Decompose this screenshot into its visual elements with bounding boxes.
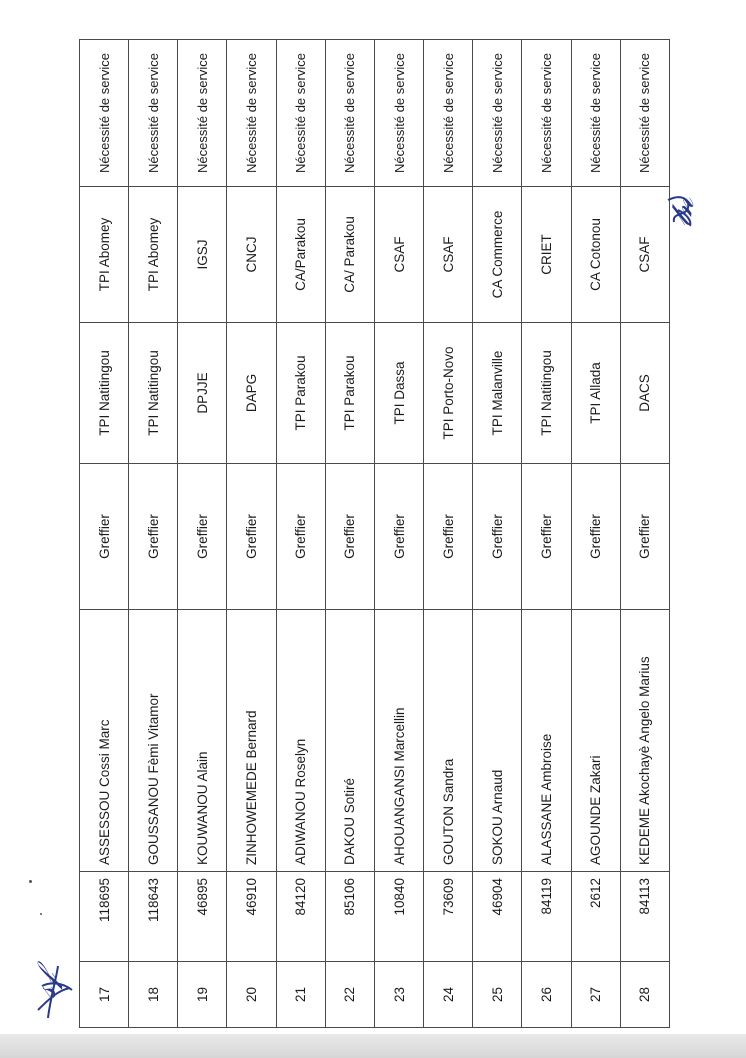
employee-name-cell: KOUWANOU Alain: [178, 610, 227, 872]
observation-cell: Nécessité de service: [178, 40, 227, 187]
origin-post-cell: TPI Malanville: [473, 323, 522, 464]
employee-name-cell: AGOUNDE Zakari: [571, 610, 620, 872]
observation-cell: Nécessité de service: [424, 40, 473, 187]
observation-cell: Nécessité de service: [473, 40, 522, 187]
employee-name-cell: GOUTON Sandra: [424, 610, 473, 872]
origin-post-cell: DPJJE: [178, 323, 227, 464]
employee-name-cell: DAKOU Sotiré: [325, 610, 374, 872]
function-cell: Greffier: [227, 464, 276, 610]
row-number-cell: 19: [178, 962, 227, 1028]
row-number-cell: 23: [374, 962, 423, 1028]
personnel-transfer-table: [79, 39, 670, 1028]
handwritten-initials-bottom: 𝓈𝒻: [27, 971, 65, 1000]
matricule-cell: 84119: [522, 872, 571, 962]
destination-post-cell: CSAF: [424, 187, 473, 323]
destination-post-cell: CA/Parakou: [276, 187, 325, 323]
destination-post-cell: CRIET: [522, 187, 571, 323]
row-number-cell: 21: [276, 962, 325, 1028]
matricule-cell: 46904: [473, 872, 522, 962]
function-cell: Greffier: [129, 464, 178, 610]
handwritten-paraphe-mark: [660, 190, 700, 230]
observation-cell: Nécessité de service: [129, 40, 178, 187]
function-cell: Greffier: [571, 464, 620, 610]
function-cell: Greffier: [374, 464, 423, 610]
table-row: [620, 40, 669, 1028]
origin-post-cell: DACS: [620, 323, 669, 464]
observation-cell: Nécessité de service: [522, 40, 571, 187]
observation-cell: Nécessité de service: [227, 40, 276, 187]
employee-name-cell: GOUSSANOU Fèmi Vitamor: [129, 610, 178, 872]
observation-cell: Nécessité de service: [325, 40, 374, 187]
scan-bottom-edge: [0, 1034, 746, 1058]
table-row: [227, 40, 276, 1028]
table-row: [522, 40, 571, 1028]
employee-name-cell: ALASSANE Ambroise: [522, 610, 571, 872]
observation-cell: Nécessité de service: [80, 40, 129, 187]
destination-post-cell: IGSJ: [178, 187, 227, 323]
origin-post-cell: TPI Porto-Novo: [424, 323, 473, 464]
matricule-cell: 46895: [178, 872, 227, 962]
observation-cell: Nécessité de service: [571, 40, 620, 187]
table-row: [571, 40, 620, 1028]
employee-name-cell: SOKOU Arnaud: [473, 610, 522, 872]
scan-speck: [29, 880, 32, 883]
destination-post-cell: CA Cotonou: [571, 187, 620, 323]
function-cell: Greffier: [178, 464, 227, 610]
matricule-cell: 46910: [227, 872, 276, 962]
matricule-cell: 85106: [325, 872, 374, 962]
handwritten-signature-mark: [28, 960, 78, 1022]
function-cell: Greffier: [276, 464, 325, 610]
origin-post-cell: TPI Parakou: [276, 323, 325, 464]
origin-post-cell: TPI Dassa: [374, 323, 423, 464]
employee-name-cell: ADIWANOU Roselyn: [276, 610, 325, 872]
function-cell: Greffier: [522, 464, 571, 610]
matricule-cell: 10840: [374, 872, 423, 962]
function-cell: Greffier: [325, 464, 374, 610]
matricule-cell: 2612: [571, 872, 620, 962]
row-number-cell: 24: [424, 962, 473, 1028]
row-number-cell: 22: [325, 962, 374, 1028]
row-number-cell: 17: [80, 962, 129, 1028]
row-number-cell: 25: [473, 962, 522, 1028]
table-body: [80, 40, 670, 1028]
matricule-cell: 73609: [424, 872, 473, 962]
observation-cell: Nécessité de service: [276, 40, 325, 187]
employee-name-cell: AHOUANGANSI Marcellin: [374, 610, 423, 872]
function-cell: Greffier: [473, 464, 522, 610]
origin-post-cell: DAPG: [227, 323, 276, 464]
destination-post-cell: CSAF: [374, 187, 423, 323]
table-row: [276, 40, 325, 1028]
destination-post-cell: CA/ Parakou: [325, 187, 374, 323]
matricule-cell: 84120: [276, 872, 325, 962]
function-cell: Greffier: [424, 464, 473, 610]
destination-post-cell: TPI Abomey: [80, 187, 129, 323]
origin-post-cell: TPI Allada: [571, 323, 620, 464]
observation-cell: Nécessité de service: [374, 40, 423, 187]
row-number-cell: 26: [522, 962, 571, 1028]
table-row: [129, 40, 178, 1028]
table-row: [374, 40, 423, 1028]
row-number-cell: 20: [227, 962, 276, 1028]
function-cell: Greffier: [80, 464, 129, 610]
origin-post-cell: TPI Natitingou: [129, 323, 178, 464]
origin-post-cell: TPI Natitingou: [522, 323, 571, 464]
destination-post-cell: CA Commerce: [473, 187, 522, 323]
personnel-transfer-table-rotated: [79, 40, 670, 1028]
scan-speck: [40, 913, 42, 915]
row-number-cell: 27: [571, 962, 620, 1028]
row-number-cell: 18: [129, 962, 178, 1028]
row-number-cell: 28: [620, 962, 669, 1028]
table-row: [178, 40, 227, 1028]
observation-cell: Nécessité de service: [620, 40, 669, 187]
destination-post-cell: CSAF: [620, 187, 669, 323]
destination-post-cell: TPI Abomey: [129, 187, 178, 323]
employee-name-cell: KEDEME Akochayè Angelo Marius: [620, 610, 669, 872]
employee-name-cell: ZINHOWEMEDE Bernard: [227, 610, 276, 872]
handwritten-initials-right: 𝓁𝓃: [662, 194, 702, 229]
employee-name-cell: ASSESSOU Cossi Marc: [80, 610, 129, 872]
destination-post-cell: CNCJ: [227, 187, 276, 323]
origin-post-cell: TPI Parakou: [325, 323, 374, 464]
matricule-cell: 118643: [129, 872, 178, 962]
table-row: [424, 40, 473, 1028]
matricule-cell: 118695: [80, 872, 129, 962]
table-row: [80, 40, 129, 1028]
table-row: [325, 40, 374, 1028]
matricule-cell: 84113: [620, 872, 669, 962]
function-cell: Greffier: [620, 464, 669, 610]
table-row: [473, 40, 522, 1028]
origin-post-cell: TPI Natitingou: [80, 323, 129, 464]
